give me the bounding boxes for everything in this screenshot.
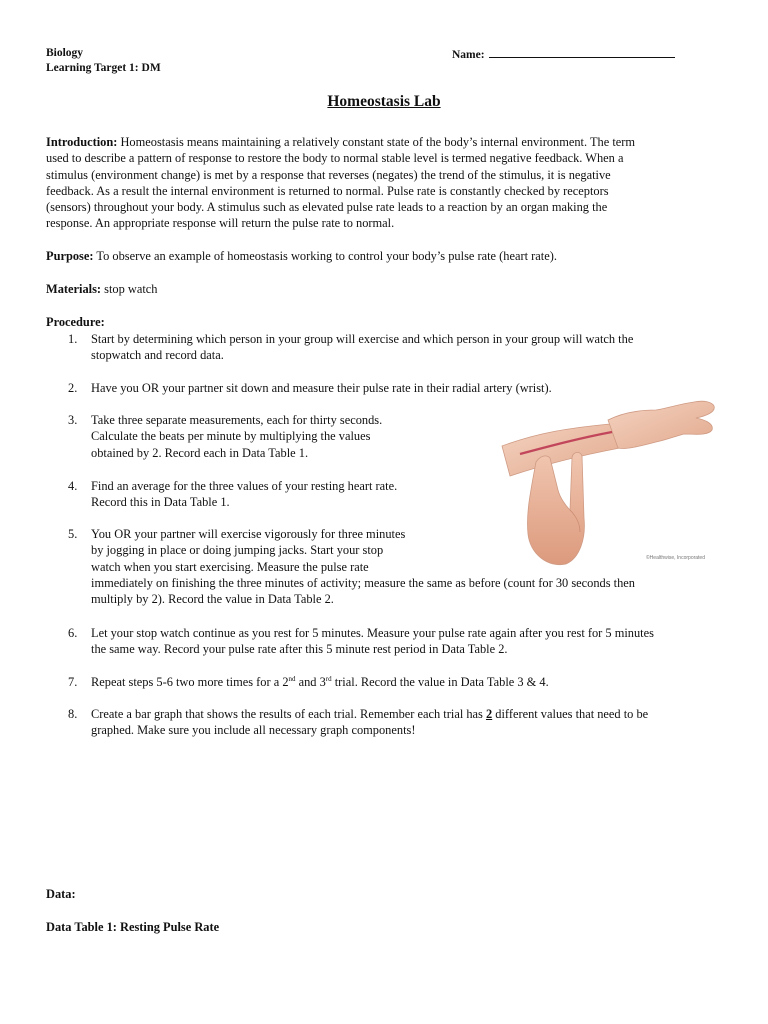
course-label: Biology [46,47,84,59]
materials-label: Materials: [46,282,102,296]
procedure-label: Procedure: [46,315,105,329]
purpose-text: To observe an example of homeostasis working to control your body’s pulse rate (heart rate). [96,249,557,263]
header-left [46,46,161,76]
data-table-1-title: Data Table 1: Resting Pulse Rate [46,920,220,934]
intro-line: Homeostasis means maintaining a relatively constant state of the body’s internal environment. The term [120,135,636,149]
materials-paragraph [46,281,732,297]
name-blank-line [489,46,675,58]
materials-text: stop watch [104,282,158,296]
pulse-measurement-illustration [500,398,722,568]
intro-line: used to describe a pattern of response to restore the body to normal stable level is termed negative feedback. When a [46,151,624,166]
intro-line: (sensors) throughout your body. A stimulus such as elevated pulse rate leads to a reaction by an organ making the [46,200,608,215]
learning-target-label: Learning Target 1: DM [46,62,161,74]
intro-line: response. An appropriate response will return the pulse rate to normal. [46,216,395,231]
intro-line: stimulus (environment change) is met by a response that reverses (negates) the trend of the stimulus, it is negative [46,167,611,182]
name-field [452,46,675,63]
data-heading: Data: [46,887,76,901]
introduction-label: Introduction: [46,135,118,149]
worksheet-page: Biology Learning Target 1: DM Name: Homeostasis Lab Introduction: Homeostasis means maintaining a relatively constant state of the body’s internal environment. The term used to describe a pattern of response to restore the body to normal stable level is termed negative feedback. When a stimulus (environment change) is met by a response that reverses (negates) the trend of the stimulus, it is negative feedback. As a result the internal environment is returned to normal. Pulse rate is constantly checked by receptors (sensors) throughout your body. A stimulus such as elevated pulse rate leads to a reaction by an organ making the response. An appropriate response will return the pulse rate to normal. Purpose: To observe an example of homeostasis working to control your body’s pulse rate (heart rate). Materials: stop watch Procedure: 1. Start by determining which person in your group will exercise and which person in your group will watch the stopwatch and record data. 2. Have you OR your partner sit down and measure their pulse rate in their radial artery (wrist). 3. Take three separate measurements, each for thirty seconds. Calculate the beats per minute by multiplying the values obtained by 2. Record each in Data Table 1. 4. Find an average for the three values of your resting heart rate. Record this in Data Table 1. 5. You OR your partner will exercise vigorously for three minutes by jogging in place or doing jumping jacks. Start your stop watch when you start exercising. Measure the pulse rate immediately on finishing the three minutes of activity; measure the same as before (count for 30 seconds then multiply by 2). Record the value in Data Table 2. 6. Let your stop watch continue as you rest for 5 minutes. Measure your pulse rate again after you rest for 5 minutes the same way. Record your pulse rate after this 5 minute rest period in Data Table 2. 7. Repeat steps 5-6 two more times for a 2nd and 3rd trial. Record the value in Data Table 3 & 4. 8. Create a bar graph that shows the results of each trial. Remember each trial has 2 different values that need to be graphed. Make sure you include all necessary graph components! ©Healthwise, Incorporated Data: Data Table 1: Resting Pulse Rate [0,0,768,1024]
page-title: Homeostasis Lab [327,93,441,110]
introduction-paragraph [46,134,732,232]
name-label: Name: [452,49,485,61]
image-credit: ©Healthwise, Incorporated [646,555,705,561]
purpose-paragraph [46,248,732,264]
emphasis-two: 2 [485,707,493,721]
purpose-label: Purpose: [46,249,94,263]
intro-line: feedback. As a result the internal environment is returned to normal. Pulse rate is constantly checked by receptors [46,183,609,198]
